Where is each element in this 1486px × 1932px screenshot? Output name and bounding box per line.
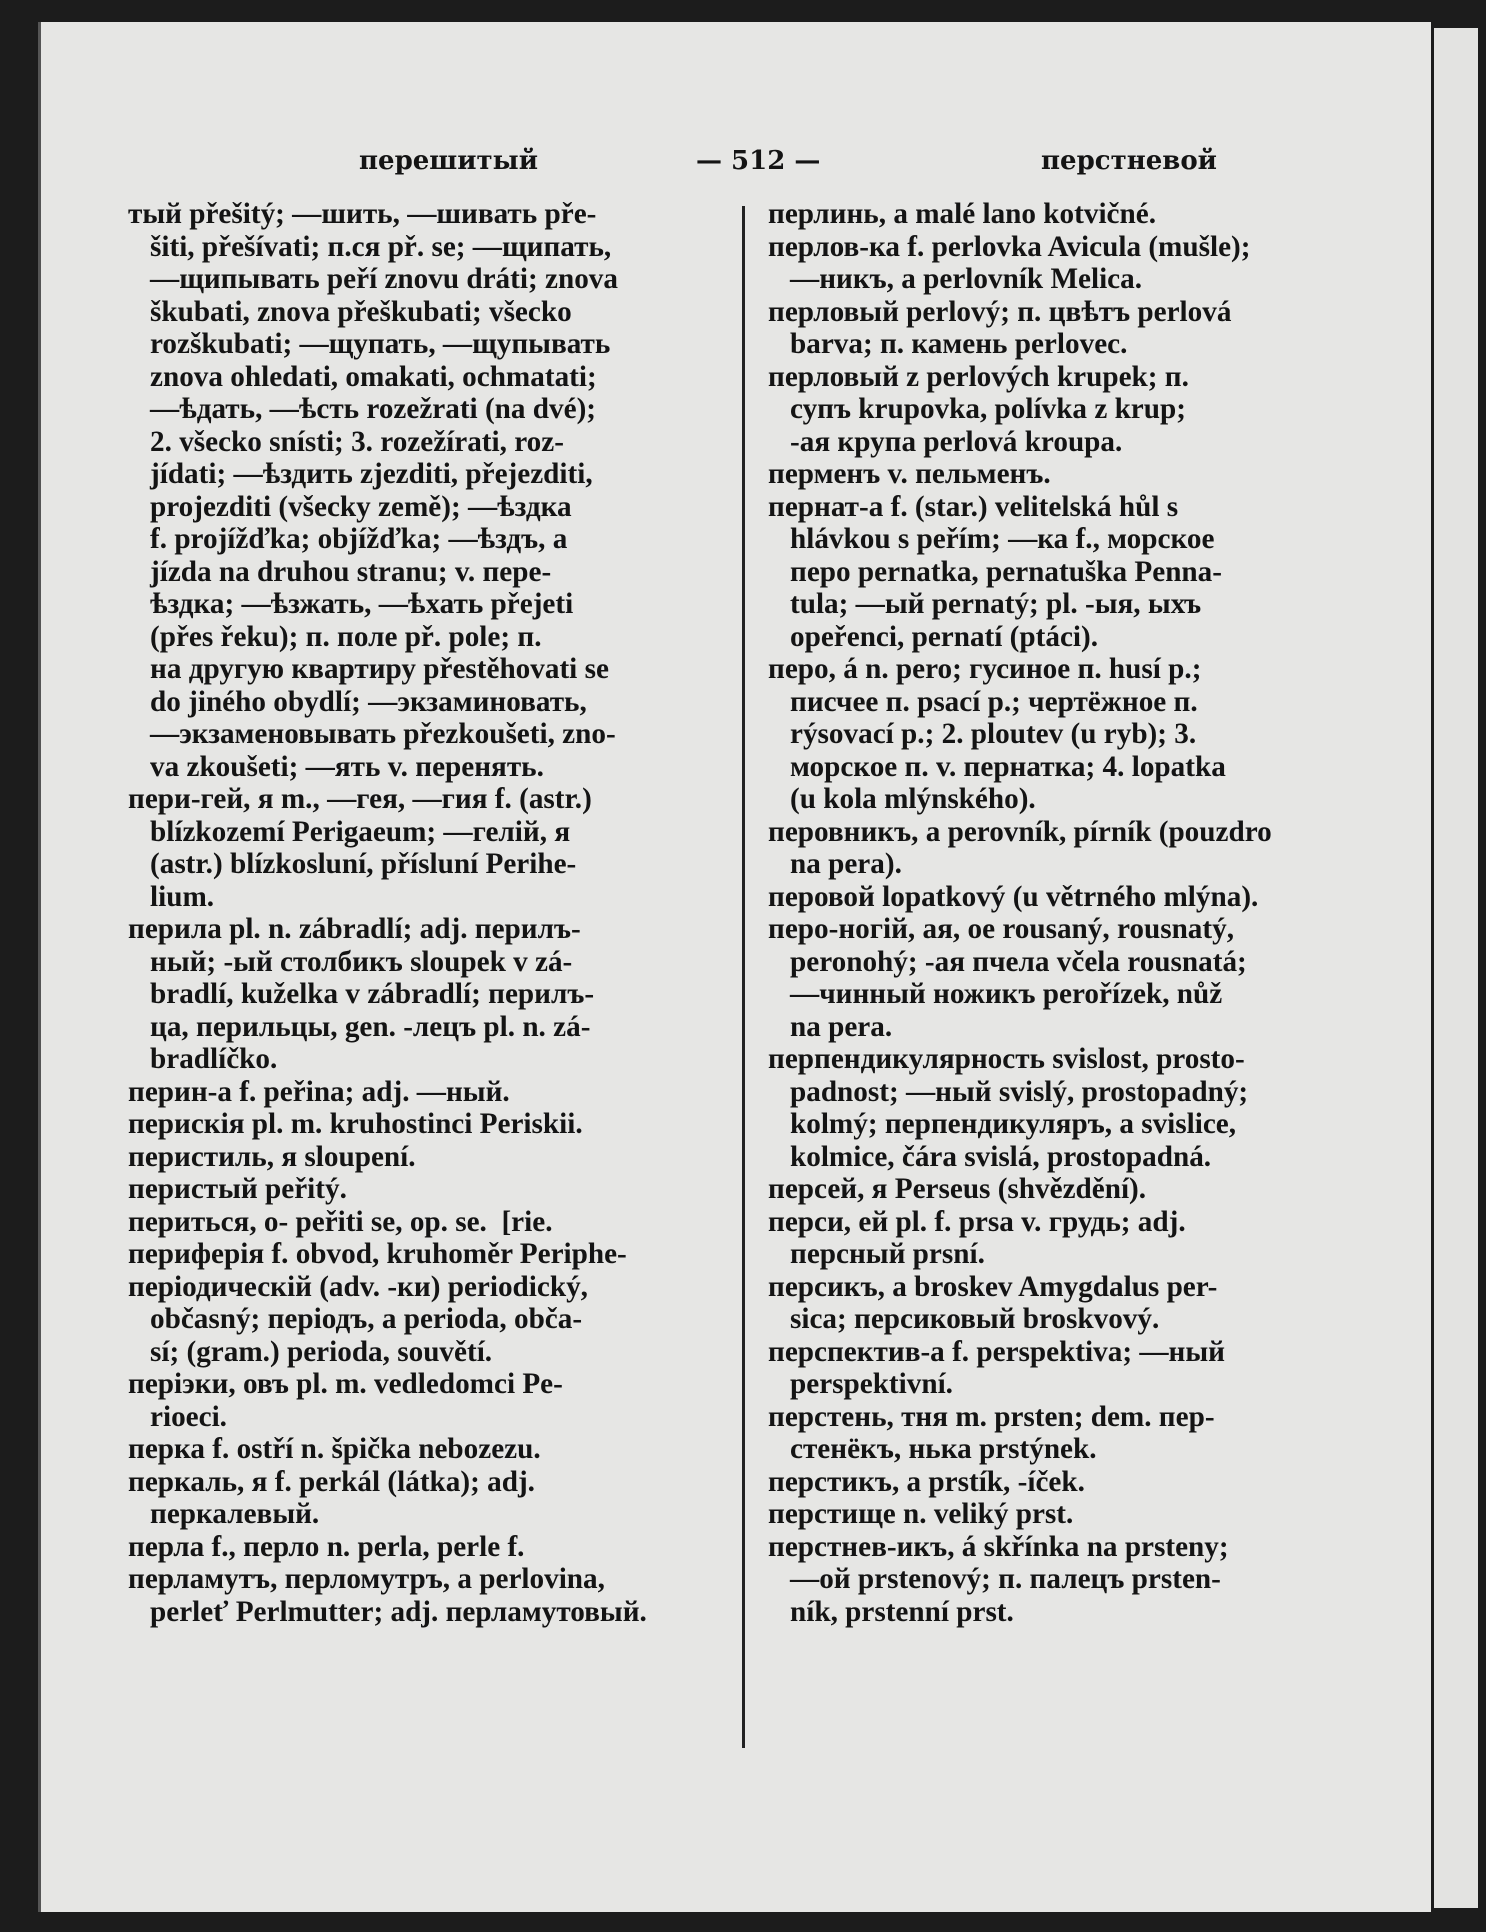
- entry-headword-line: перистый peřitý.: [128, 1173, 347, 1205]
- entry-continuation-line: ца, перильцы, gen. -лецъ pl. n. zá-: [150, 1010, 591, 1043]
- entry-continuation-line: —никъ, a perlovník Melica.: [790, 263, 1143, 295]
- entry-continuation-line: peronohý; -ая пчела včela rousnatá;: [790, 945, 1247, 978]
- entry-continuation-line: —щипывать peří znovu dráti; znova: [150, 263, 618, 295]
- column-divider: [742, 206, 745, 1748]
- entry-continuation-line: perleť Perlmutter; adj. перламутовый.: [150, 1595, 647, 1628]
- entry-continuation-line: sica; персиковый broskvový.: [790, 1303, 1160, 1335]
- running-header: [41, 146, 1431, 186]
- entry-continuation-line: do jiného obydlí; —экзаминовать,: [150, 685, 587, 718]
- entry-continuation-line: -ая крупа perlová kroupa.: [790, 425, 1123, 458]
- entry-continuation-line: sí; (gram.) perioda, souvětí.: [150, 1335, 493, 1368]
- entry-continuation-line: na pera.: [790, 1010, 893, 1043]
- entry-headword-line: перила pl. n. zábradlí; adj. перилъ-: [128, 913, 581, 945]
- entry-continuation-line: перо pernatka, pernatuška Penna-: [790, 555, 1222, 588]
- entry-continuation-line: ník, prstenní prst.: [790, 1595, 1014, 1628]
- entry-continuation-line: rozškubati; —щупать, —щупывать: [150, 328, 611, 360]
- entry-continuation-line: projezditi (všecky země); —ѣздка: [150, 490, 572, 523]
- entry-continuation-line: перкалевый.: [150, 1498, 320, 1530]
- entry-continuation-line: стенёкъ, нька prstýnek.: [790, 1433, 1097, 1465]
- entry-headword-line: перпендикулярность svislost, prosto-: [768, 1043, 1245, 1075]
- entry-continuation-line: kolmice, čára svislá, prostopadná.: [790, 1140, 1212, 1173]
- entry-continuation-line: —экзаменовывать přezkoušeti, zno-: [150, 718, 616, 750]
- entry-continuation-line: (přes řeku); п. поле př. pole; п.: [150, 620, 542, 653]
- entry-headword-line: перси, ей pl. f. prsa v. грудь; adj.: [768, 1205, 1186, 1238]
- entry-headword-line: персикъ, a broskev Amygdalus per-: [768, 1270, 1218, 1303]
- entry-continuation-line: на другую квартиру přestěhovati se: [150, 653, 609, 685]
- entry-continuation-line: blízkozemí Perigaeum; —гелій, я: [150, 815, 571, 848]
- entry-headword-line: перлинь, a malé lano kotvičné.: [768, 198, 1156, 230]
- entry-continuation-line: (astr.) blízkosluní, přísluní Perihe-: [150, 848, 577, 880]
- entry-headword-line: периться, о- peřiti se, op. se. [rie.: [128, 1205, 553, 1238]
- entry-headword-line: перменъ v. пельменъ.: [768, 458, 1051, 490]
- entry-headword-line: перстнев-икъ, á skřínka na prsteny;: [768, 1530, 1229, 1563]
- entry-continuation-line: padnost; —ный svislý, prostopadný;: [790, 1075, 1249, 1108]
- entry-continuation-line: znova ohledati, omakati, ochmatati;: [150, 360, 597, 393]
- entry-continuation-line: bradlí, kuželka v zábradlí; перилъ-: [150, 978, 595, 1010]
- entry-headword-line: периферія f. obvod, kruhoměr Periphe-: [128, 1238, 627, 1270]
- entry-headword-line: перовникъ, a perovník, pírník (pouzdro: [768, 815, 1272, 848]
- entry-headword-line: перкаль, я f. perkál (látka); adj.: [128, 1465, 535, 1498]
- entry-continuation-line: f. projížďka; objížďka; —ѣздъ, a: [150, 523, 568, 555]
- left-column: [128, 198, 730, 1628]
- entry-continuation-line: морское п. v. пернатка; 4. lopatka: [790, 750, 1226, 783]
- entry-continuation-line: персный prsní.: [790, 1238, 985, 1270]
- entry-continuation-line: jídati; —ѣздить zjezditi, přejezditi,: [150, 458, 593, 490]
- entry-headword-line: перла f., перло n. perla, perle f.: [128, 1530, 525, 1563]
- entry-continuation-line: jízda na druhou stranu; v. пере-: [150, 555, 552, 588]
- entry-continuation-line: (u kola mlýnského).: [790, 783, 1036, 815]
- entry-headword-line: періэки, овъ pl. m. vedledomci Pe-: [128, 1368, 563, 1400]
- entry-continuation-line: —чинный ножикъ perořízek, nůž: [790, 978, 1223, 1010]
- entry-headword-line: перловый perlový; п. цвѣтъ perlová: [768, 295, 1232, 328]
- entry-headword-line: перка f. ostří n. špička nebozezu.: [128, 1433, 541, 1465]
- entry-headword-line: перистиль, я sloupení.: [128, 1140, 416, 1173]
- entry-continuation-line: perspektivní.: [790, 1368, 953, 1400]
- page-number: — 512 —: [696, 146, 821, 176]
- entry-continuation-line: barva; п. камень perlovec.: [790, 328, 1128, 360]
- header-last-entry: перстневой: [1041, 146, 1217, 176]
- entry-continuation-line: rýsovací p.; 2. ploutev (u ryb); 3.: [790, 718, 1197, 750]
- entry-headword-line: перспектив-а f. perspektiva; —ный: [768, 1335, 1225, 1368]
- entry-continuation-line: —ѣдать, —ѣсть rozežrati (na dvé);: [150, 393, 597, 425]
- header-first-entry: перешитый: [359, 146, 538, 176]
- right-column: [768, 198, 1350, 1628]
- entry-headword-line: перо-ногій, ая, ое rousaný, rousnatý,: [768, 913, 1235, 945]
- entry-continuation-line: супъ krupovka, polívka z krup;: [790, 393, 1186, 425]
- entry-headword-line: перламутъ, перломутръ, a perlovina,: [128, 1563, 605, 1595]
- entry-continuation-line: hlávkou s peřím; —ка f., морское: [790, 523, 1215, 555]
- entry-continuation-line: rioeci.: [150, 1400, 227, 1433]
- entry-continuation-line: kolmý; перпендикуляръ, a svislice,: [790, 1108, 1237, 1140]
- entry-headword-line: перин-а f. peřina; adj. —ный.: [128, 1075, 510, 1108]
- entry-headword-line: перстикъ, a prstík, -íček.: [768, 1465, 1085, 1498]
- entry-continuation-line: 2. všecko snísti; 3. rozežírati, roz-: [150, 425, 564, 458]
- entry-continuation-line: opeřenci, pernatí (ptáci).: [790, 620, 1099, 653]
- entry-continuation-line: ѣздка; —ѣзжать, —ѣхать přejeti: [150, 588, 574, 620]
- entry-headword-line: тый přešitý; —шить, —шивать pře-: [128, 198, 597, 230]
- entry-headword-line: перо, á n. pero; гусиное п. husí p.;: [768, 653, 1202, 685]
- entry-continuation-line: na pera).: [790, 848, 902, 880]
- entry-continuation-line: va zkoušeti; —ять v. перенять.: [150, 750, 544, 783]
- entry-headword-line: перловый z perlových krupek; п.: [768, 360, 1189, 393]
- entry-continuation-line: ный; -ый столбикъ sloupek v zá-: [150, 945, 573, 978]
- entry-headword-line: перискія pl. m. kruhostinci Periskii.: [128, 1108, 583, 1140]
- entry-continuation-line: писчее п. psací p.; чертёжное п.: [790, 685, 1198, 718]
- entry-headword-line: періодическій (adv. -ки) periodický,: [128, 1270, 588, 1303]
- entry-continuation-line: bradlíčko.: [150, 1043, 278, 1075]
- entry-continuation-line: tula; —ый pernatý; pl. -ыя, ыхъ: [790, 588, 1202, 620]
- entry-headword-line: перлов-ка f. perlovka Avicula (mušle);: [768, 230, 1251, 263]
- adjacent-page-edge: [1434, 28, 1478, 1908]
- entry-headword-line: пери-гей, я m., —гея, —гия f. (astr.): [128, 783, 592, 815]
- entry-headword-line: персей, я Perseus (shvězdění).: [768, 1173, 1147, 1205]
- entry-headword-line: перстище n. veliký prst.: [768, 1498, 1074, 1530]
- entry-headword-line: перовой lopatkový (u větrného mlýna).: [768, 880, 1259, 913]
- entry-continuation-line: škubati, znova přeškubati; všecko: [150, 295, 572, 328]
- entry-headword-line: перстень, тня m. prsten; dem. пер-: [768, 1400, 1215, 1433]
- entry-continuation-line: lium.: [150, 880, 215, 913]
- entry-continuation-line: šiti, přešívati; п.ся př. se; —щипать,: [150, 230, 612, 263]
- entry-headword-line: пернат-а f. (star.) velitelská hůl s: [768, 490, 1179, 523]
- entry-continuation-line: občasný; періодъ, a perioda, obča-: [150, 1303, 583, 1335]
- entry-continuation-line: —ой prstenový; п. палецъ prsten-: [790, 1563, 1221, 1595]
